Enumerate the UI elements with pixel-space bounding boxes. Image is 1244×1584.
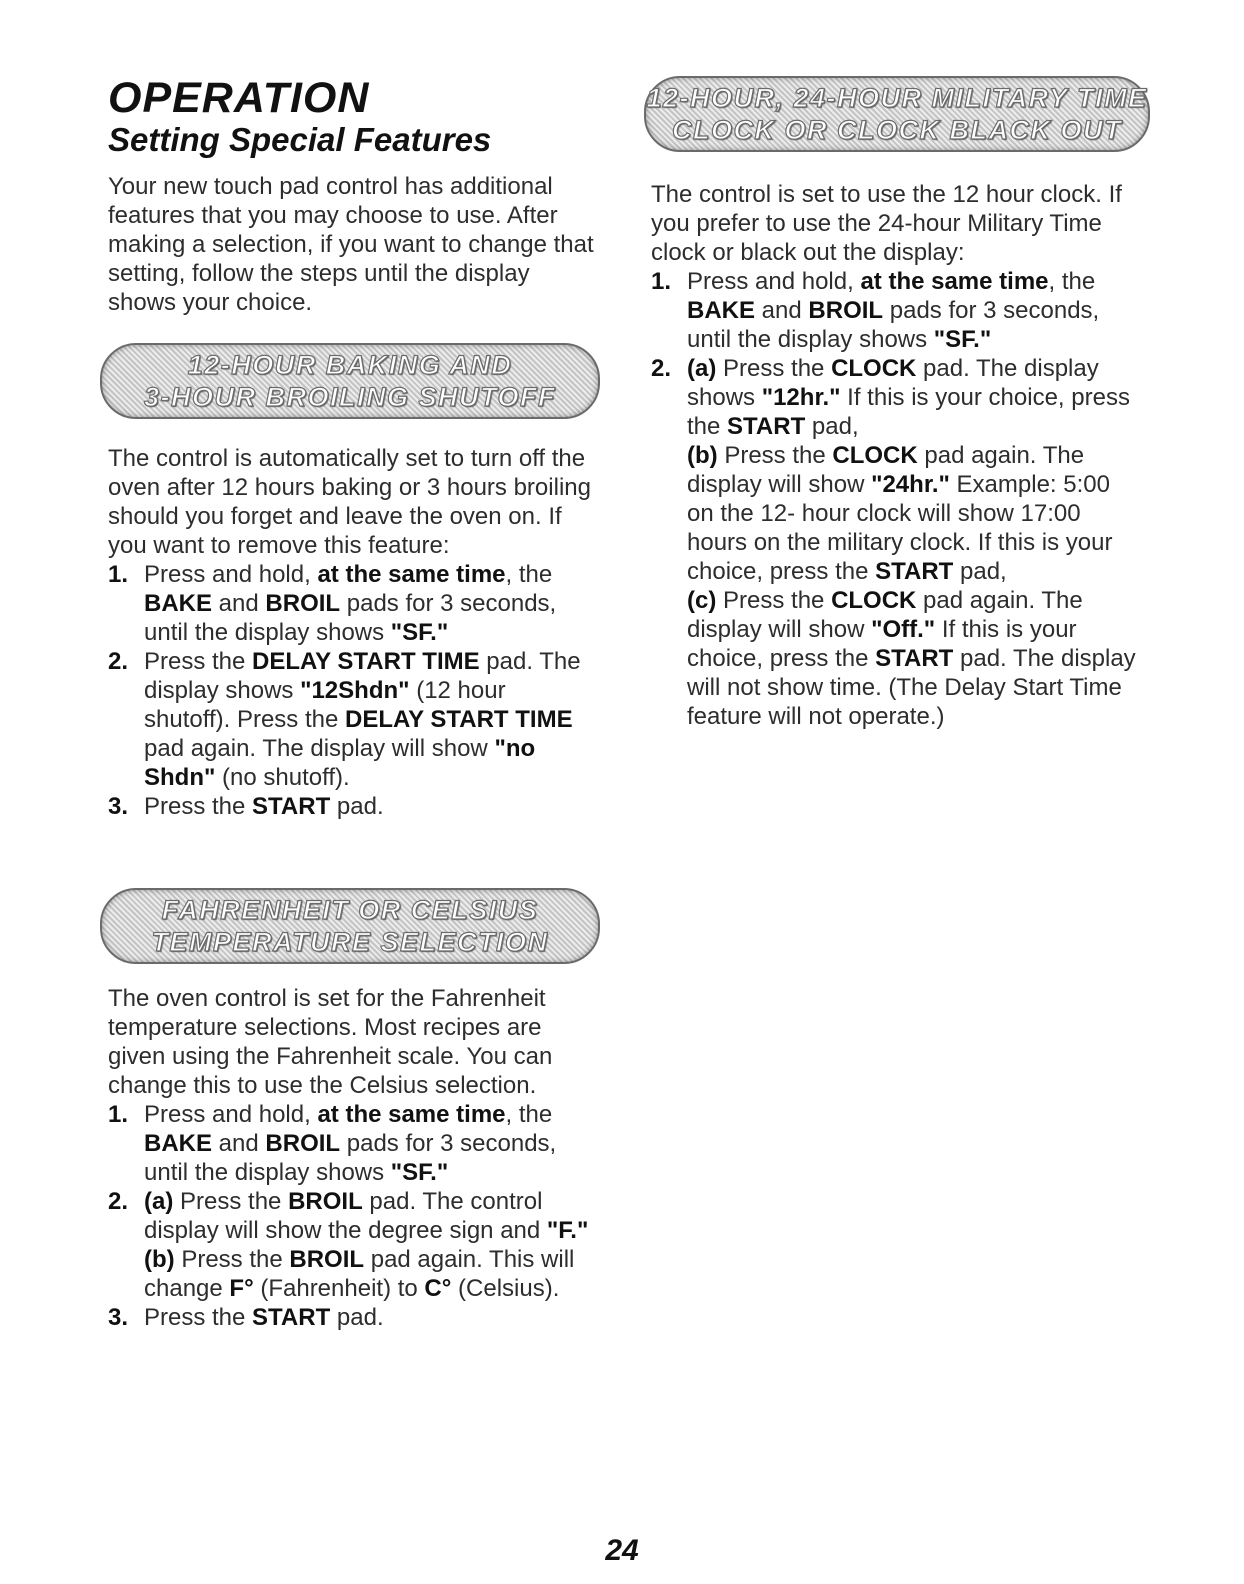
banner-line: 12-HOUR, 24-HOUR MILITARY TIME (646, 83, 1148, 113)
section-banner-clock (644, 76, 1150, 152)
page-title: OPERATION (108, 74, 370, 122)
intro-paragraph: Your new touch pad control has additional features that you may choose to use. After making a selection, if you want to change that setting, follow the steps until the display shows your choice. (108, 173, 594, 316)
list-item: 1. Press and hold, at the same time, the BAKE and BROIL pads for 3 seconds, until the display shows "SF." (108, 1101, 557, 1186)
banner-line: CLOCK OR CLOCK BLACK OUT (672, 115, 1122, 145)
sub-step-c: (c) Press the CLOCK pad again. The display will show "Off." If this is your choice, press the START pad. The display will not show time. (The Delay Start Time feature will not operate.) (687, 587, 1136, 730)
step-number: 1. (108, 1101, 129, 1128)
step-number: 2. (651, 355, 672, 382)
step-number: 3. (108, 1304, 129, 1331)
sub-step-b: (b) Press the BROIL pad again. This will change F° (Fahrenheit) to C° (Celsius). (144, 1246, 575, 1302)
banner-line: TEMPERATURE SELECTION (151, 927, 549, 957)
list-item: 3. Press the START pad. (108, 793, 384, 820)
step-number: 3. (108, 793, 129, 820)
section-banner-temperature (100, 888, 600, 964)
sub-step-b: (b) Press the CLOCK pad again. The display will show "24hr." Example: 5:00 on the 12- hour clock will show 17:00 hours on the military clock. If this is your choice, press the START pad, (687, 442, 1113, 585)
banner-line: FAHRENHEIT OR CELSIUS (161, 895, 539, 925)
banner-line: 12-HOUR BAKING AND (187, 350, 513, 380)
clock-steps (651, 267, 1141, 731)
shutoff-steps (108, 560, 598, 821)
list-item (651, 354, 1141, 731)
sub-step-a: (a) Press the CLOCK pad. The display shows "12hr." If this is your choice, press the START pad, (687, 355, 1130, 440)
shutoff-intro: The control is automatically set to turn off the oven after 12 hours baking or 3 hours broiling should you forget and leave the oven on. If you want to remove this feature: (108, 445, 591, 559)
section-banner-shutoff (100, 343, 600, 419)
page-subtitle: Setting Special Features (108, 121, 492, 158)
temperature-section (108, 984, 598, 1332)
shutoff-section (108, 444, 598, 821)
left-column (108, 76, 598, 317)
temperature-steps (108, 1100, 598, 1332)
temperature-intro: The oven control is set for the Fahrenheit temperature selections. Most recipes are given using the Fahrenheit scale. You can change this to use the Celsius selection. (108, 985, 553, 1099)
step-number: 2. (108, 1188, 129, 1215)
clock-intro: The control is set to use the 12 hour clock. If you prefer to use the 24-hour Military Time clock or black out the display: (651, 181, 1122, 266)
list-item: 1. Press and hold, at the same time, the BAKE and BROIL pads for 3 seconds, until the display shows "SF." (108, 561, 557, 646)
banner-line: 3-HOUR BROILING SHUTOFF (144, 382, 556, 412)
list-item: 3. Press the START pad. (108, 1304, 384, 1331)
list-item: 2. Press the DELAY START TIME pad. The display shows "12Shdn" (12 hour shutoff). Press the DELAY START TIME pad again. The display will show "no Shdn" (no shutoff). (108, 648, 581, 791)
step-number: 2. (108, 648, 129, 675)
step-number: 1. (108, 561, 129, 588)
page-number: 24 (605, 1534, 639, 1567)
step-number: 1. (651, 268, 672, 295)
sub-step-a: (a) Press the BROIL pad. The control display will show the degree sign and "F." (144, 1188, 589, 1244)
list-item: 1. Press and hold, at the same time, the BAKE and BROIL pads for 3 seconds, until the display shows "SF." (651, 268, 1100, 353)
list-item (108, 1187, 598, 1303)
clock-section (651, 180, 1141, 731)
